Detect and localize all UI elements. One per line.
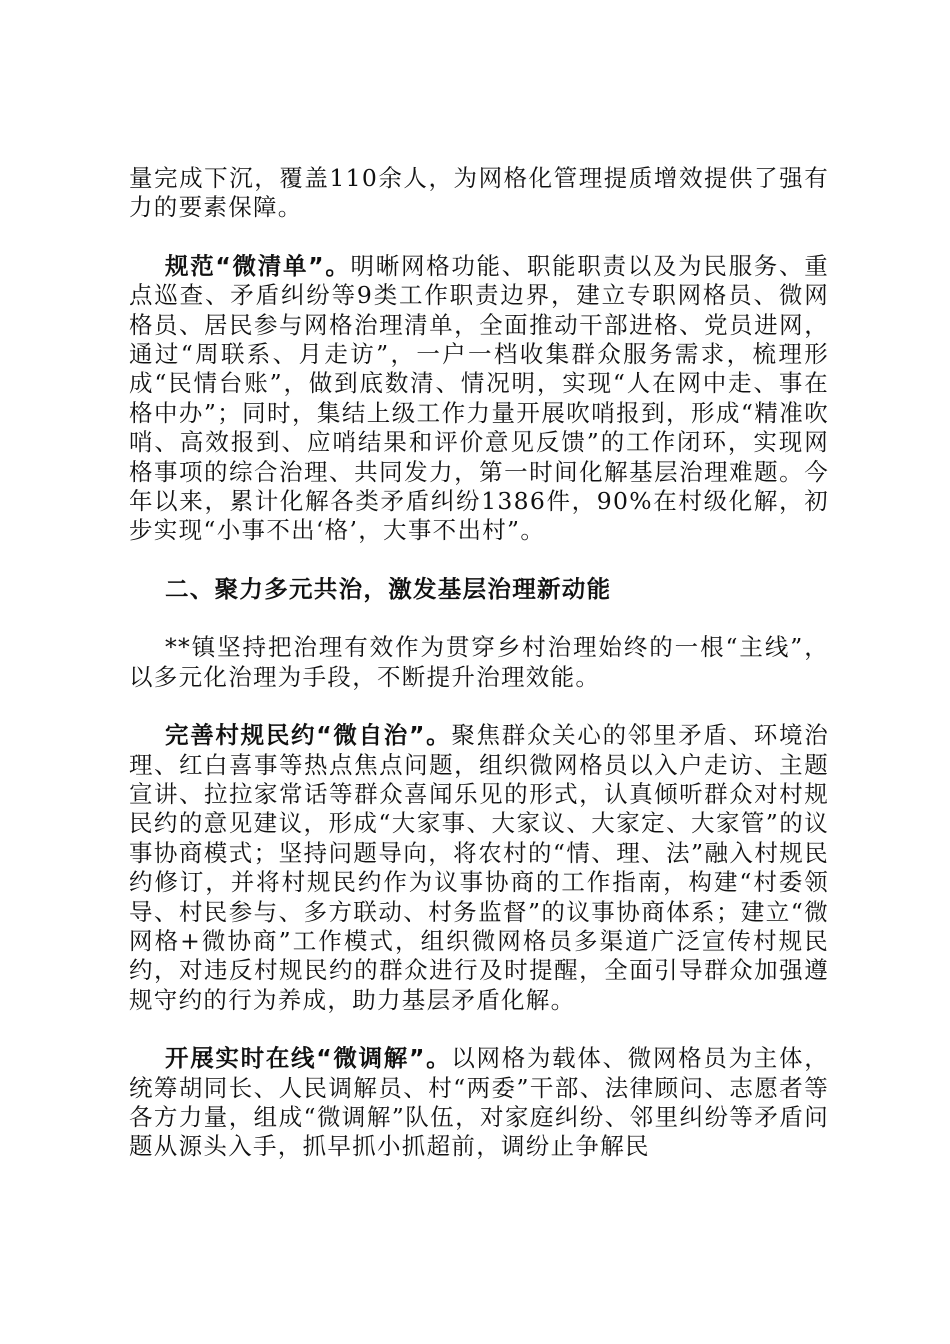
paragraph-lead: 开展实时在线“微调解”。: [165, 1044, 452, 1073]
paragraph-micro-list: [129, 252, 829, 546]
paragraph-intro: [129, 633, 829, 692]
paragraph-text: 量完成下沉，覆盖110余人，为网格化管理提质增效提供了强有力的要素保障。: [129, 164, 829, 222]
paragraph-micro-mediation: [129, 1044, 829, 1162]
paragraph-text: 以网格为载体、微网格员为主体，统筹胡同长、人民调解员、村“两委”干部、法律顾问、志愿者等各方力量，组成“微调解”队伍，对家庭纠纷、邻里纠纷等矛盾问题从源头入手，抓早抓小抓超前，调纷止争解民: [129, 1044, 829, 1161]
document-page: [129, 164, 829, 1162]
paragraph-text: 明晰网格功能、职能职责以及为民服务、重点巡查、矛盾纠纷等9类工作职责边界，建立专职网格员、微网格员、居民参与网格治理清单，全面推动干部进格、党员进网，通过“周联系、月走访”，一户一档收集群众服务需求，梳理形成“民情台账”，做到底数清、情况明，实现“人在网中走、事在格中办”；同时，集结上级工作力量开展吹哨报到，形成“精准吹哨、高效报到、应哨结果和评价意见反馈”的工作闭环，实现网格事项的综合治理、共同发力，第一时间化解基层治理难题。今年以来，累计化解各类矛盾纠纷1386件，90%在村级化解，初步实现“小事不出‘格’，大事不出村”。: [129, 251, 829, 545]
paragraph-lead: 完善村规民约“微自治”。: [165, 721, 452, 750]
paragraph-lead: 规范“微清单”。: [165, 251, 351, 280]
section-heading: 二、聚力多元共治，激发基层治理新动能: [165, 574, 612, 603]
paragraph-text: 聚焦群众关心的邻里矛盾、环境治理、红白喜事等热点焦点问题，组织微网格员以入户走访、主题宣讲、拉拉家常话等群众喜闻乐见的形式，认真倾听群众对村规民约的意见建议，形成“大家事、大家议、大家定、大家管”的议事协商模式；坚持问题导向，将农村的“情、理、法”融入村规民约修订，并将村规民约作为议事协商的工作指南，构建“村委领导、村民参与、多方联动、村务监督”的议事协商体系；建立“微网格+微协商”工作模式，组织微网格员多渠道广泛宣传村规民约，对违反村规民约的群众进行及时提醒，全面引导群众加强遵规守约的行为养成，助力基层矛盾化解。: [129, 721, 829, 1014]
paragraph-micro-autonomy: [129, 721, 829, 1015]
paragraph-continued: [129, 164, 829, 223]
paragraph-text: **镇坚持把治理有效作为贯穿乡村治理始终的一根“主线”，以多元化治理为手段，不断提升治理效能。: [129, 633, 829, 691]
